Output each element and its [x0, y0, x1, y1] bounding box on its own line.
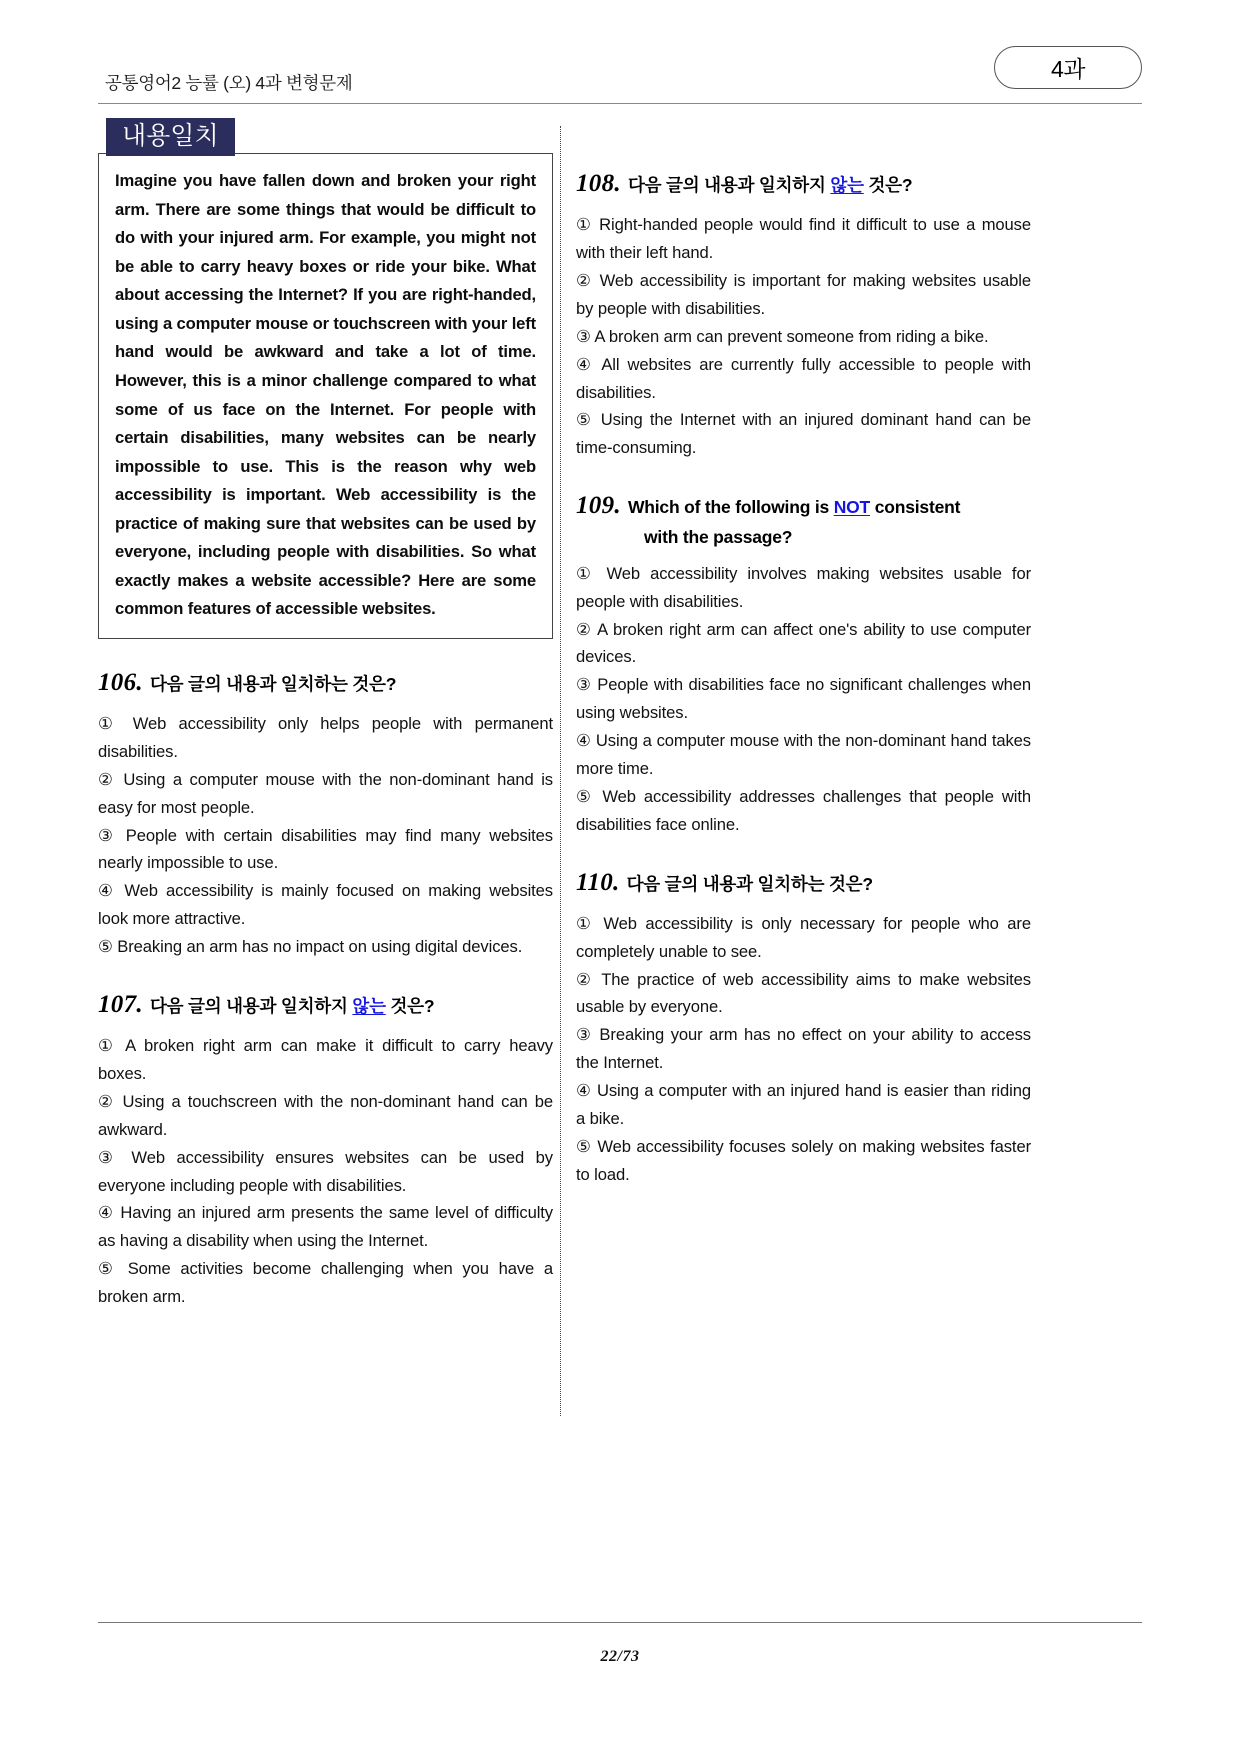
- option-item[interactable]: ① Web accessibility is only necessary for people who are completely unable to see.: [576, 913, 1031, 961]
- question-108-header: [576, 166, 1031, 202]
- question-110-options: [576, 910, 1031, 1189]
- option-item[interactable]: ⑤ Some activities become challenging when you have a broken arm.: [98, 1259, 553, 1306]
- column-divider: [560, 126, 561, 1416]
- right-column: [576, 118, 1031, 1189]
- option-item[interactable]: ① A broken right arm can make it difficult to carry heavy boxes.: [98, 1036, 553, 1083]
- option-item[interactable]: ⑤ Web accessibility focuses solely on making websites faster to load.: [576, 1136, 1031, 1184]
- option-item[interactable]: ④ Using a computer with an injured hand is easier than riding a bike.: [576, 1081, 1031, 1128]
- page-number: 22/73: [600, 1648, 640, 1665]
- question-107-options: [98, 1032, 553, 1311]
- section-badge: 내용일치: [106, 118, 235, 156]
- option-item[interactable]: ④ Web accessibility is mainly focused on making websites look more attractive.: [98, 881, 553, 929]
- option-item[interactable]: ⑤ Breaking an arm has no impact on using digital devices.: [98, 937, 523, 956]
- question-110: [576, 865, 1031, 1189]
- lesson-badge-label: 4과: [1050, 56, 1085, 82]
- question-109-options: [576, 560, 1031, 839]
- question-110-number: 110.: [576, 868, 620, 896]
- option-item[interactable]: ① Web accessibility only helps people with permanent disabilities.: [98, 714, 553, 761]
- question-108-options: [576, 211, 1031, 462]
- page-header: [0, 0, 1240, 110]
- question-106-prompt: 다음 글의 내용과 일치하는 것은?: [149, 673, 397, 694]
- left-column: [98, 118, 553, 1311]
- option-item[interactable]: ② Using a touchscreen with the non-dominant hand can be awkward.: [98, 1091, 553, 1139]
- question-109-prompt-pre: Which of the following is: [627, 497, 834, 518]
- footer-divider-rule: [98, 1622, 1142, 1623]
- question-107-prompt-pre: 다음 글의 내용과 일치하지: [149, 995, 353, 1016]
- option-item[interactable]: ③ A broken arm can prevent someone from riding a bike.: [576, 326, 989, 346]
- option-item[interactable]: ② Web accessibility is important for making websites usable by people with disabilities.: [576, 271, 1031, 318]
- option-item[interactable]: ⑤ Using the Internet with an injured dominant hand can be time-consuming.: [576, 410, 1031, 458]
- question-108-negation: 않는: [830, 175, 864, 195]
- option-item[interactable]: ③ Breaking your arm has no effect on your ability to access the Internet.: [576, 1025, 1031, 1073]
- question-107-number: 107.: [98, 990, 143, 1018]
- header-divider-rule: [98, 103, 1142, 104]
- question-109-prompt-post: consistent: [870, 497, 961, 518]
- question-108-number: 108.: [576, 170, 621, 197]
- question-108-prompt-pre: 다음 글의 내용과 일치하지: [627, 175, 831, 195]
- lesson-badge: [994, 46, 1142, 89]
- option-item[interactable]: ④ Using a computer mouse with the non-dominant hand takes more time.: [576, 731, 1031, 778]
- question-107-prompt-post: 것은?: [385, 995, 435, 1016]
- question-106: [98, 665, 553, 961]
- passage-box: [98, 153, 553, 639]
- question-108-prompt-post: 것은?: [863, 175, 913, 195]
- question-106-number: 106.: [98, 668, 143, 696]
- option-item[interactable]: ② A broken right arm can affect one's ability to use computer devices.: [576, 619, 1031, 667]
- question-108: [576, 166, 1031, 462]
- option-item[interactable]: ② Using a computer mouse with the non-dominant hand is easy for most people.: [98, 769, 553, 817]
- header-title: 공통영어2 능률 (오) 4과 변형문제: [105, 73, 353, 93]
- option-item[interactable]: ③ Web accessibility ensures websites can be used by everyone including people with disabilities.: [98, 1147, 553, 1195]
- question-109-number: 109.: [576, 492, 621, 520]
- option-item[interactable]: ④ Having an injured arm presents the same level of difficulty as having a disability when using the Internet.: [98, 1203, 553, 1251]
- question-110-header: [576, 865, 1031, 901]
- option-item[interactable]: ④ All websites are currently fully accessible to people with disabilities.: [576, 354, 1031, 402]
- question-109-negation: NOT: [833, 497, 871, 518]
- question-106-header: [98, 665, 553, 701]
- content-area: [98, 118, 1142, 1428]
- question-110-prompt: 다음 글의 내용과 일치하는 것은?: [626, 873, 873, 894]
- option-item[interactable]: ① Right-handed people would find it difficult to use a mouse with their left hand.: [576, 215, 1031, 263]
- question-107-header: [98, 987, 553, 1023]
- option-item[interactable]: ① Web accessibility involves making websites usable for people with disabilities.: [576, 563, 1031, 611]
- option-item[interactable]: ③ People with disabilities face no significant challenges when using websites.: [576, 675, 1031, 723]
- question-109-header: [576, 488, 1031, 551]
- question-107: [98, 987, 553, 1311]
- question-109: [576, 488, 1031, 838]
- passage-text: Imagine you have fallen down and broken your right arm. There are some things that would be difficult to do with your injured arm. For example, you might not be able to carry heavy boxes or ride your bike. What about accessing the Internet? If you are right-handed, using a computer mouse or touchscreen with your left hand would be awkward and take a lot of time. However, this is a minor challenge compared to what some of us face on the Internet. For people with certain disabilities, many websites can be nearly impossible to use. This is the reason why web accessibility is important. Web accessibility is the practice of making sure that websites can be used by everyone, including people with disabilities. So what exactly makes a website accessible? Here are some common features of accessible websites.: [115, 171, 536, 619]
- question-107-negation: 않는: [352, 995, 386, 1016]
- option-item[interactable]: ③ People with certain disabilities may find many websites nearly impossible to use.: [98, 825, 553, 873]
- option-item[interactable]: ⑤ Web accessibility addresses challenges that people with disabilities face online.: [576, 786, 1031, 834]
- question-106-options: [98, 710, 553, 961]
- option-item[interactable]: ② The practice of web accessibility aims to make websites usable by everyone.: [576, 969, 1031, 1017]
- question-109-prompt-line2: with the passage?: [644, 527, 793, 548]
